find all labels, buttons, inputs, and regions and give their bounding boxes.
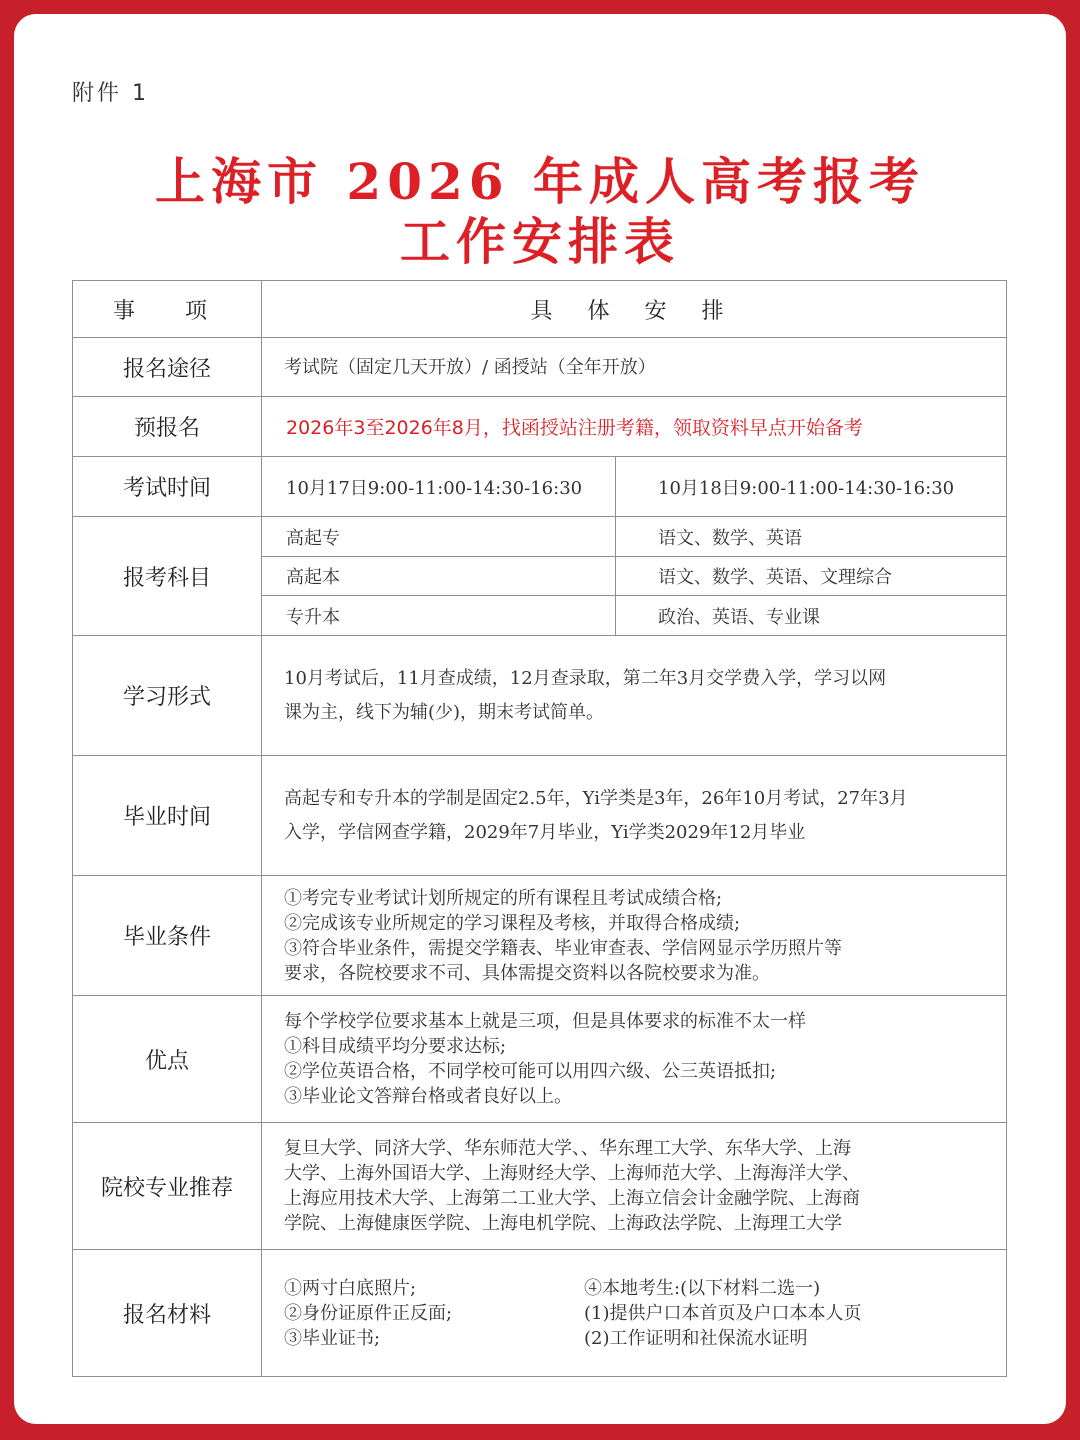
materials-value <box>262 1250 1007 1377</box>
row-label: 报名材料 <box>73 1250 262 1377</box>
text-line: 高起专和专升本的学制是固定2.5年，Yi学类是3年，26年10月考试，27年3月 <box>284 787 908 809</box>
attachment-label: 附件 1 <box>72 81 149 106</box>
text-line: ③符合毕业条件，需提交学籍表、毕业审查表、学信网显示学历照片等 <box>284 937 842 959</box>
table-header-row <box>73 281 1007 338</box>
header-arrangement: 具 体 安 排 <box>262 281 1007 338</box>
subject-list: 政治、英语、专业课 <box>616 596 1007 636</box>
graduation-time-value <box>262 756 1007 876</box>
table-row <box>73 756 1007 876</box>
table-row <box>73 517 1007 557</box>
subject-level: 高起专 <box>262 517 616 557</box>
text-line: 要求，各院校要求不司、具体需提交资料以各院校要求为准。 <box>284 962 770 984</box>
text-line: ③毕业论文答辩台格或者良好以上。 <box>284 1086 572 1107</box>
subject-level: 高起本 <box>262 557 616 596</box>
pre-registration-value: 2026年3至2026年8月，找函授站注册考籍，领取资料早点开始备考 <box>262 397 1007 457</box>
text-line: 大学、上海外国语大学、上海财经大学、上海师范大学、上海海洋大学、 <box>284 1163 860 1184</box>
row-label: 毕业时间 <box>73 756 262 876</box>
row-label: 考试时间 <box>73 457 262 517</box>
table-row <box>73 1123 1007 1250</box>
schools-value <box>262 1123 1007 1250</box>
text-line: ④本地考生:(以下材料二选一) <box>584 1277 821 1299</box>
document-card <box>14 14 1066 1424</box>
graduation-conditions-value <box>262 876 1007 996</box>
schedule-table <box>72 280 1007 1377</box>
advantages-value <box>262 996 1007 1123</box>
study-form-value <box>262 636 1007 756</box>
exam-time-day2: 10月18日9:00-11:00-14:30-16:30 <box>616 457 1007 517</box>
text-line: 10月考试后，11月查成绩，12月查录取，第二年3月交学费入学，学习以网 <box>284 667 887 689</box>
subject-list: 语文、数学、英语 <box>616 517 1007 557</box>
text-line: 上海应用技术大学、上海第二工业大学、上海立信会计金融学院、上海商 <box>284 1188 860 1209</box>
text-line: ②完成该专业所规定的学习课程及考核，并取得合格成绩; <box>284 912 741 934</box>
materials-right-column <box>584 1276 862 1351</box>
row-label: 学习形式 <box>73 636 262 756</box>
text-line: 复旦大学、同济大学、华东师范大学、、华东理工大学、东华大学、上海 <box>284 1138 851 1159</box>
text-line: 学院、上海健康医学院、上海电机学院、上海政法学院、上海理工大学 <box>284 1213 842 1234</box>
materials-left-column <box>284 1276 584 1351</box>
subject-list: 语文、数学、英语、文理综合 <box>616 557 1007 596</box>
document-title-line2: 工作安排表 <box>400 212 680 271</box>
table-row <box>73 457 1007 517</box>
text-line: ①两寸白底照片; <box>284 1277 417 1299</box>
exam-time-day1: 10月17日9:00-11:00-14:30-16:30 <box>262 457 616 517</box>
text-line: (1)提供户口本首页及户口本本人页 <box>584 1302 862 1324</box>
row-label: 院校专业推荐 <box>73 1123 262 1250</box>
text-line: ①科目成绩平均分要求达标; <box>284 1036 507 1057</box>
materials-columns <box>262 1276 1006 1351</box>
table-row <box>73 338 1007 397</box>
table-row <box>73 876 1007 996</box>
subject-level: 专升本 <box>262 596 616 636</box>
row-label: 优点 <box>73 996 262 1123</box>
row-label: 报考科目 <box>73 517 262 636</box>
document-title-line1: 上海市 2026 年成人高考报考 <box>155 152 925 211</box>
row-label: 预报名 <box>73 397 262 457</box>
text-line: ②身份证原件正反面; <box>284 1302 453 1324</box>
table-row <box>73 996 1007 1123</box>
text-line: (2)工作证明和社保流水证明 <box>584 1327 808 1349</box>
text-line: ①考完专业考试计划所规定的所有课程且考试成绩合格; <box>284 887 723 909</box>
row-label: 报名途径 <box>73 338 262 397</box>
text-line: 入学，学信网查学籍，2029年7月毕业，Yi学类2029年12月毕业 <box>284 821 806 843</box>
table-row <box>73 1250 1007 1377</box>
table-row <box>73 636 1007 756</box>
text-line: 每个学校学位要求基本上就是三项，但是具体要求的标准不太一样 <box>284 1011 806 1032</box>
text-line: ②学位英语合格，不同学校可能可以用四六级、公三英语抵扣; <box>284 1061 777 1082</box>
table-row <box>73 397 1007 457</box>
row-label: 毕业条件 <box>73 876 262 996</box>
header-item: 事 项 <box>73 281 262 338</box>
text-line: ③毕业证书; <box>284 1327 381 1349</box>
text-line: 课为主，线下为辅(少)，期末考试简单。 <box>284 701 605 723</box>
registration-channel-value: 考试院（固定几天开放）/ 函授站（全年开放） <box>262 338 1007 397</box>
